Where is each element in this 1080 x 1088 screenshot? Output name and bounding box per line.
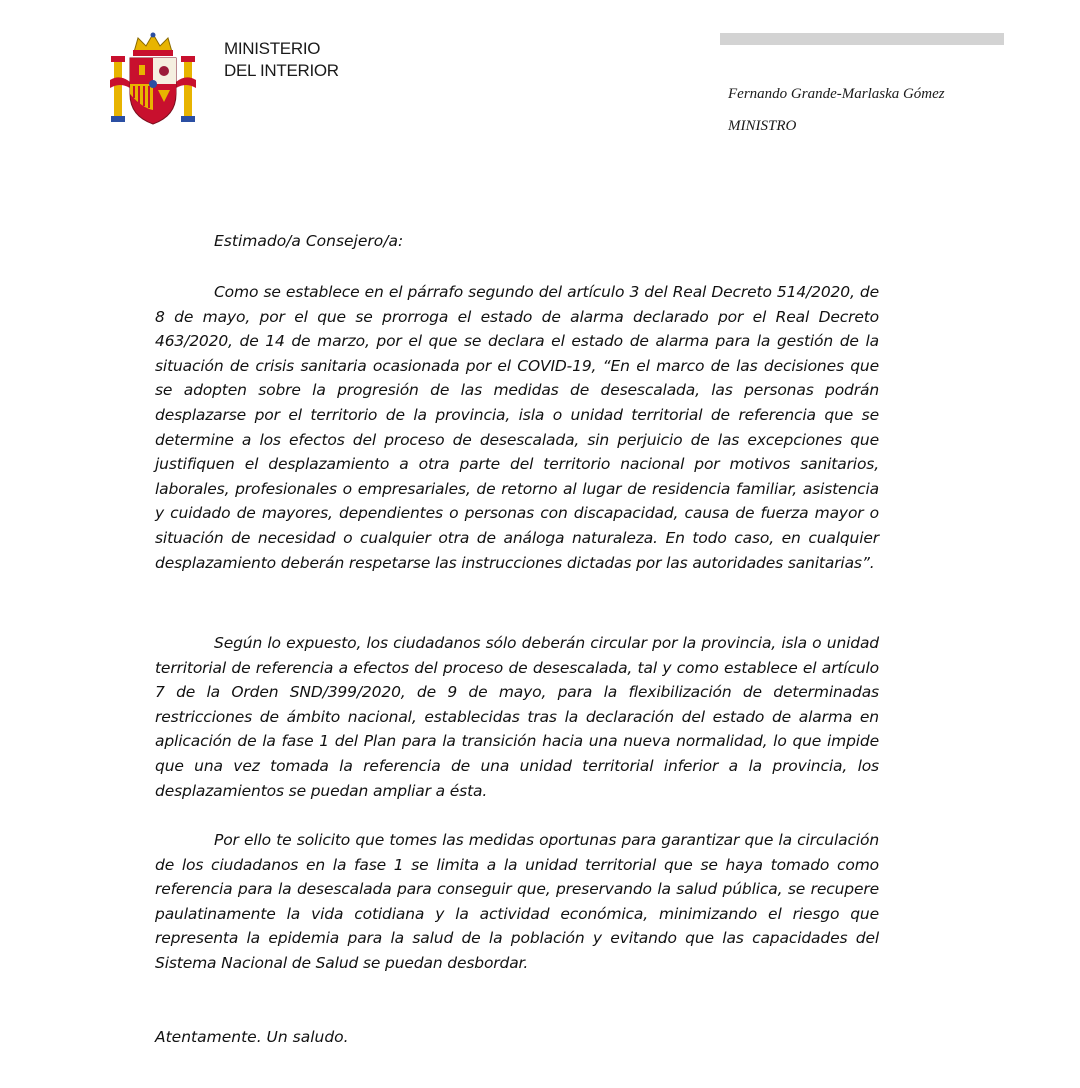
- letter-paragraph-1: Como se establece en el párrafo segundo del artículo 3 del Real Decreto 514/2020, de 8 de mayo, por el que se prorroga el estado de alarma declarado por el Real Decreto 463/2020, de 14 de marzo, por el que se declara el estado de alarma para la gestión de la situación de crisis sanitaria ocasionada por el COVID-19, “En el marco de las decisiones que se adopten sobre la progresión de las medidas de desescalada, las personas podrán desplazarse por el territorio de la provincia, isla o unidad territorial de referencia que se determine a los efectos del proceso de desescalada, sin perjuicio de las excepciones que justifiquen el desplazamiento a otra parte del territorio nacional por motivos sanitarios, laborales, profesionales o empresariales, de retorno al lugar de residencia familiar, asistencia y cuidado de mayores, dependientes o personas con discapacidad, causa de fuerza mayor o situación de necesidad o cualquier otra de análoga naturaleza. En todo caso, en cualquier desplazamiento deberán respetarse las instrucciones dictadas por las autoridades sanitarias”.: [155, 283, 879, 572]
- ministry-name: [224, 38, 339, 82]
- ministry-name-line2: DEL INTERIOR: [224, 61, 339, 80]
- letter-paragraph-2: Según lo expuesto, los ciudadanos sólo deberán circular por la provincia, isla o unidad territorial de referencia a efectos del proceso de desescalada, tal y como establece el artículo 7 de la Orden SND/399/2020, de 9 de mayo, para la flexibilización de determinadas restricciones de ámbito nacional, establecidas tras la declaración del estado de alarma en aplicación de la fase 1 del Plan para la transición hacia una nueva normalidad, lo que impide que una vez tomada la referencia de una unidad territorial inferior a la provincia, los desplazamientos se puedan ampliar a ésta.: [155, 634, 879, 800]
- sender-role: MINISTRO: [728, 118, 797, 134]
- letter-greeting: Estimado/a Consejero/a:: [214, 232, 404, 250]
- header-bar: [720, 33, 1004, 45]
- letter-closing: Atentamente. Un saludo.: [155, 1028, 349, 1046]
- sender-name: Fernando Grande-Marlaska Gómez: [728, 86, 945, 102]
- ministry-name-line1: MINISTERIO: [224, 39, 321, 58]
- spanish-coat-of-arms-icon: [108, 32, 198, 127]
- letter-paragraph-3: Por ello te solicito que tomes las medidas oportunas para garantizar que la circulación de los ciudadanos en la fase 1 se limita a la unidad territorial que se haya tomado como referencia para la desescalada para conseguir que, preservando la salud pública, se recupere paulatinamente la vida cotidiana y la actividad económica, minimizando el riesgo que representa la epidemia para la salud de la población y evitando que las capacidades del Sistema Nacional de Salud se puedan desbordar.: [155, 831, 879, 972]
